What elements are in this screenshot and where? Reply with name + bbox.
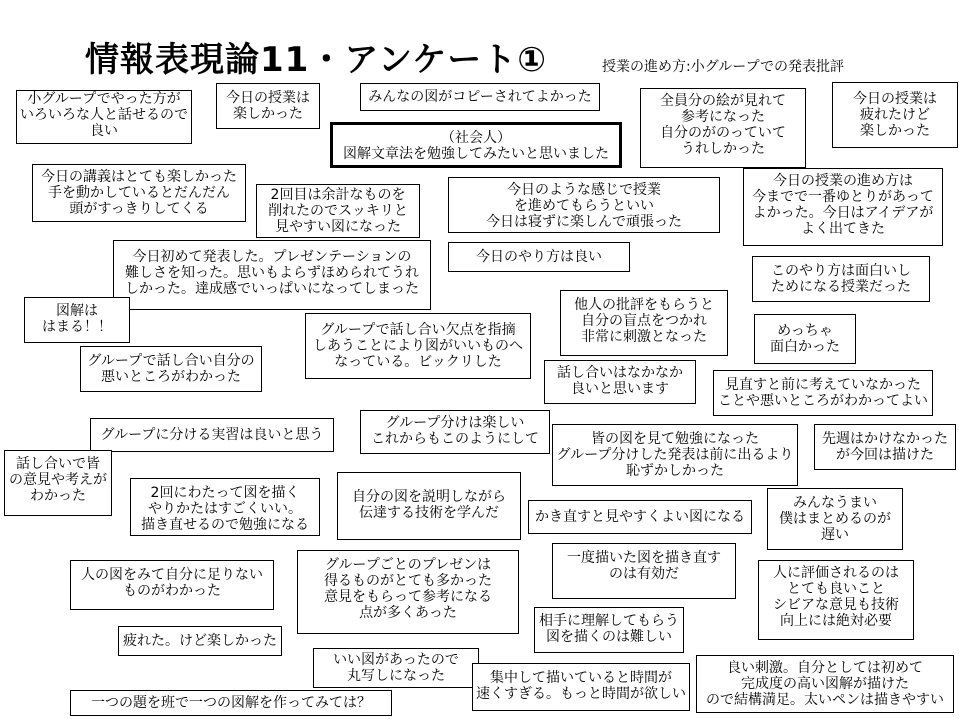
comment-box: 集中して描いていると時間が 速くすぎる。もっと時間が欲しい	[472, 663, 690, 711]
comment-box: 話し合いで皆 の意見や考えが わかった	[4, 450, 112, 516]
comment-box: グループで話し合い欠点を指摘 しあうことにより図がいいものへ なっている。ビックリした	[305, 313, 531, 379]
comment-box: 今日のやり方は良い	[448, 242, 630, 272]
comment-box: グループで話し合い自分の 悪いところがわかった	[80, 346, 262, 392]
comment-box: 今日の授業は 楽しかった	[216, 83, 320, 129]
comment-box: 話し合いはなかなか 良いと思います	[544, 360, 696, 404]
comment-box: グループに分ける実習は良いと思う	[90, 418, 334, 452]
comment-box: グループ分けは楽しい これからもこのようにして	[360, 410, 550, 454]
comment-box: グループごとのプレゼンは 得るものがとても多かった 意見をもらって参考になる 点が多くあった	[297, 550, 519, 634]
comment-box: 小グループでやった方が いろいろな人と話せるので 良い	[16, 90, 192, 144]
comment-box: いい図があったので 丸写しになった	[313, 648, 479, 688]
comment-box-highlight: （社会人） 図解文章法を勉強してみたいと思いました	[330, 122, 622, 168]
comment-box: みんなの図がコピーされてよかった	[360, 83, 600, 111]
comment-box: 良い刺激。自分としては初めて 完成度の高い図解が描けた ので結構満足。太いペンは描きやすい	[696, 655, 954, 713]
comment-box: 今日の授業は 疲れたけど 楽しかった	[832, 82, 958, 148]
comment-box: 人の図をみて自分に足りない ものがわかった	[70, 560, 274, 610]
comment-box: 相手に理解してもらう 図を描くのは難しい	[534, 607, 684, 653]
comment-box: 疲れた。けど楽しかった	[118, 626, 282, 656]
comment-box: 皆の図を見て勉強になった グループ分けした発表は前に出るより 恥ずかしかった	[552, 424, 798, 486]
comment-box: このやり方は面白いし ためになる授業だった	[752, 256, 930, 302]
comment-box: 先週はかけなかった が今回は描けた	[814, 424, 956, 470]
comment-box: 自分の図を説明しながら 伝達する技術を学んだ	[337, 472, 521, 540]
comment-box: 今日の授業の進め方は 今までで一番ゆとりがあって よかった。今日はアイデアが よく出てきた	[743, 168, 943, 246]
comment-box: 全員分の絵が見れて 参考になった 自分のがのっていて うれしかった	[640, 88, 806, 168]
page-subtitle: 授業の進め方:小グループでの発表批評	[602, 59, 845, 75]
comment-box: 図解は はまる！！	[24, 297, 130, 343]
comment-box: 今日初めて発表した。プレゼンテーションの 難しさを知った。思いもよらずほめられてうれ しかった。達成感でいっぱいになってしまった	[113, 240, 431, 310]
comment-box: 一度描いた図を描き直す のは有効だ	[552, 543, 736, 599]
page-title: 情報表現論11・アンケート①	[85, 40, 548, 80]
comment-box: 2回にわたって図を描く やりかたはすごくいい。 描き直せるので勉強になる	[130, 478, 320, 536]
comment-box: 人に評価されるのは とても良いこと シビアな意見も技術 向上には絶対必要	[758, 560, 914, 640]
comment-box: かき直すと見やすくよい図になる	[528, 500, 752, 534]
comment-box: みんなうまい 僕はまとめるのが 遅い	[767, 488, 903, 550]
comment-box: 見直すと前に考えていなかった ことや悪いところがわかってよい	[713, 370, 933, 416]
comment-box: 2回目は余計なものを 削れたのでスッキリと 見やすい図になった	[256, 184, 420, 238]
comment-box: めっちゃ 面白かった	[754, 314, 856, 364]
comment-box: 今日のような感じで授業 を進めてもらうといい 今日は寝ずに楽しんで頑張った	[448, 177, 720, 233]
comment-box: 今日の講義はとても楽しかった 手を動かしているとだんだん 頭がすっきりしてくる	[32, 164, 246, 222]
comment-box: 一つの題を班で一つの図解を作ってみては？	[70, 690, 392, 716]
comment-box: 他人の批評をもらうと 自分の盲点をつかれ 非常に刺激となった	[560, 290, 728, 356]
